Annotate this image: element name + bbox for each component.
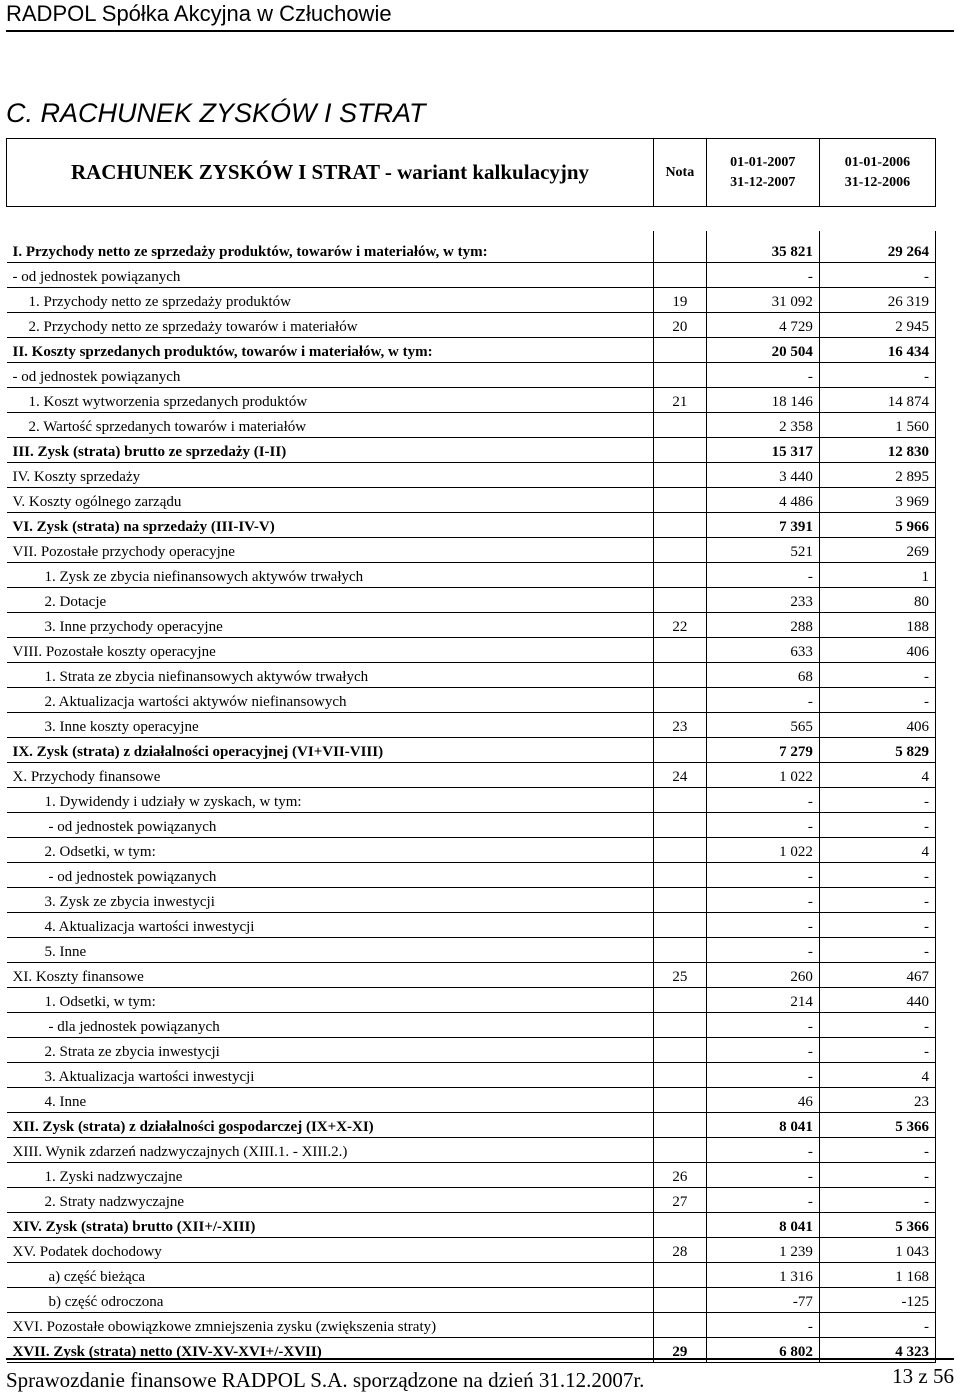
row-value-2007: 288 bbox=[706, 613, 819, 638]
table-row bbox=[7, 363, 936, 388]
row-value-2006: 29 264 bbox=[819, 231, 935, 263]
row-value-2007: 1 022 bbox=[706, 763, 819, 788]
row-value-2006: - bbox=[819, 363, 935, 388]
row-label: VIII. Pozostałe koszty operacyjne bbox=[7, 638, 654, 663]
row-label: - od jednostek powiązanych bbox=[7, 813, 654, 838]
row-value-2007: 521 bbox=[706, 538, 819, 563]
row-label: XVII. Zysk (strata) netto (XIV-XV-XVI+/-XVII) bbox=[7, 1338, 654, 1363]
row-label: 3. Zysk ze zbycia inwestycji bbox=[7, 888, 654, 913]
row-value-2007: - bbox=[706, 263, 819, 288]
row-nota bbox=[654, 588, 707, 613]
row-value-2007: 233 bbox=[706, 588, 819, 613]
row-value-2007: 565 bbox=[706, 713, 819, 738]
row-nota bbox=[654, 1288, 707, 1313]
row-label: 5. Inne bbox=[7, 938, 654, 963]
row-value-2006: - bbox=[819, 1038, 935, 1063]
row-label: 1. Zyski nadzwyczajne bbox=[7, 1163, 654, 1188]
row-label: XI. Koszty finansowe bbox=[7, 963, 654, 988]
row-label: 2. Odsetki, w tym: bbox=[7, 838, 654, 863]
row-nota: 28 bbox=[654, 1238, 707, 1263]
table-row bbox=[7, 438, 936, 463]
row-nota: 27 bbox=[654, 1188, 707, 1213]
table-row bbox=[7, 263, 936, 288]
table-row bbox=[7, 913, 936, 938]
row-label: 1. Dywidendy i udziały w zyskach, w tym: bbox=[7, 788, 654, 813]
row-label: XII. Zysk (strata) z działalności gospodarczej (IX+X-XI) bbox=[7, 1113, 654, 1138]
row-value-2007: 35 821 bbox=[706, 231, 819, 263]
spacer-row bbox=[7, 207, 936, 232]
table-row bbox=[7, 638, 936, 663]
row-nota bbox=[654, 913, 707, 938]
row-value-2006: - bbox=[819, 663, 935, 688]
row-nota bbox=[654, 1263, 707, 1288]
row-label: XIII. Wynik zdarzeń nadzwyczajnych (XIII.1. - XIII.2.) bbox=[7, 1138, 654, 1163]
table-row bbox=[7, 231, 936, 263]
row-nota bbox=[654, 363, 707, 388]
row-nota bbox=[654, 888, 707, 913]
row-nota bbox=[654, 1088, 707, 1113]
table-row bbox=[7, 688, 936, 713]
row-value-2007: 214 bbox=[706, 988, 819, 1013]
row-nota: 22 bbox=[654, 613, 707, 638]
row-value-2007: 1 022 bbox=[706, 838, 819, 863]
row-label: 2. Straty nadzwyczajne bbox=[7, 1188, 654, 1213]
row-nota bbox=[654, 838, 707, 863]
row-value-2007: 7 279 bbox=[706, 738, 819, 763]
row-nota bbox=[654, 1313, 707, 1338]
row-label: 1. Odsetki, w tym: bbox=[7, 988, 654, 1013]
row-nota bbox=[654, 988, 707, 1013]
row-nota bbox=[654, 488, 707, 513]
row-value-2006: - bbox=[819, 1163, 935, 1188]
table-row bbox=[7, 788, 936, 813]
table-row bbox=[7, 1113, 936, 1138]
row-value-2006: 4 323 bbox=[819, 1338, 935, 1363]
row-value-2007: - bbox=[706, 1063, 819, 1088]
row-value-2006: - bbox=[819, 1138, 935, 1163]
row-value-2006: 406 bbox=[819, 638, 935, 663]
row-value-2006: 2 895 bbox=[819, 463, 935, 488]
table-row bbox=[7, 563, 936, 588]
table-row bbox=[7, 1063, 936, 1088]
table-row bbox=[7, 1013, 936, 1038]
row-nota bbox=[654, 688, 707, 713]
row-value-2006: 1 168 bbox=[819, 1263, 935, 1288]
document-footer bbox=[6, 1358, 954, 1392]
table-row bbox=[7, 1188, 936, 1213]
period-2006-text: 01-01-2006 31-12-2006 bbox=[844, 154, 911, 190]
row-label: 1. Przychody netto ze sprzedaży produktów bbox=[7, 288, 654, 313]
row-value-2006: 26 319 bbox=[819, 288, 935, 313]
table-row bbox=[7, 1238, 936, 1263]
table-row bbox=[7, 713, 936, 738]
row-nota: 19 bbox=[654, 288, 707, 313]
row-value-2006: 1 560 bbox=[819, 413, 935, 438]
row-nota bbox=[654, 1063, 707, 1088]
table-row bbox=[7, 338, 936, 363]
row-value-2007: - bbox=[706, 788, 819, 813]
row-value-2006: 3 969 bbox=[819, 488, 935, 513]
table-row bbox=[7, 613, 936, 638]
table-row bbox=[7, 1213, 936, 1238]
row-value-2007: 15 317 bbox=[706, 438, 819, 463]
row-nota bbox=[654, 638, 707, 663]
table-row bbox=[7, 938, 936, 963]
row-label: IV. Koszty sprzedaży bbox=[7, 463, 654, 488]
row-nota bbox=[654, 1038, 707, 1063]
table-row bbox=[7, 463, 936, 488]
row-label: 1. Zysk ze zbycia niefinansowych aktywów trwałych bbox=[7, 563, 654, 588]
row-value-2007: 633 bbox=[706, 638, 819, 663]
table-row bbox=[7, 963, 936, 988]
row-label: XVI. Pozostałe obowiązkowe zmniejszenia zysku (zwiększenia straty) bbox=[7, 1313, 654, 1338]
row-value-2007: - bbox=[706, 1163, 819, 1188]
table-row bbox=[7, 1163, 936, 1188]
row-value-2007: 8 041 bbox=[706, 1113, 819, 1138]
table-row bbox=[7, 1088, 936, 1113]
row-value-2007: - bbox=[706, 938, 819, 963]
row-nota: 24 bbox=[654, 763, 707, 788]
table-row bbox=[7, 413, 936, 438]
row-label: I. Przychody netto ze sprzedaży produktów, towarów i materiałów, w tym: bbox=[7, 231, 654, 263]
row-nota: 25 bbox=[654, 963, 707, 988]
section-title: C. RACHUNEK ZYSKÓW I STRAT bbox=[6, 98, 426, 128]
row-value-2007: - bbox=[706, 1188, 819, 1213]
row-nota bbox=[654, 1113, 707, 1138]
row-nota bbox=[654, 263, 707, 288]
period-2007-text: 01-01-2007 31-12-2007 bbox=[730, 154, 796, 190]
row-label: 3. Aktualizacja wartości inwestycji bbox=[7, 1063, 654, 1088]
row-value-2006: - bbox=[819, 688, 935, 713]
row-label: XV. Podatek dochodowy bbox=[7, 1238, 654, 1263]
table-row bbox=[7, 863, 936, 888]
row-value-2006: 188 bbox=[819, 613, 935, 638]
row-value-2006: 14 874 bbox=[819, 388, 935, 413]
row-label: - dla jednostek powiązanych bbox=[7, 1013, 654, 1038]
row-nota bbox=[654, 513, 707, 538]
row-label: II. Koszty sprzedanych produktów, towarów i materiałów, w tym: bbox=[7, 338, 654, 363]
table-row bbox=[7, 538, 936, 563]
table-row bbox=[7, 763, 936, 788]
row-label: V. Koszty ogólnego zarządu bbox=[7, 488, 654, 513]
row-value-2007: 68 bbox=[706, 663, 819, 688]
row-value-2007: 8 041 bbox=[706, 1213, 819, 1238]
row-value-2006: 1 043 bbox=[819, 1238, 935, 1263]
row-value-2006: 23 bbox=[819, 1088, 935, 1113]
row-nota bbox=[654, 788, 707, 813]
row-nota bbox=[654, 563, 707, 588]
table-row bbox=[7, 588, 936, 613]
row-value-2006: 467 bbox=[819, 963, 935, 988]
row-label: 3. Inne koszty operacyjne bbox=[7, 713, 654, 738]
row-label: - od jednostek powiązanych bbox=[7, 363, 654, 388]
row-value-2007: 2 358 bbox=[706, 413, 819, 438]
row-label: XIV. Zysk (strata) brutto (XII+/-XIII) bbox=[7, 1213, 654, 1238]
row-value-2007: -77 bbox=[706, 1288, 819, 1313]
row-value-2007: 4 729 bbox=[706, 313, 819, 338]
company-name: RADPOL Spółka Akcyjna w Człuchowie bbox=[6, 1, 392, 26]
row-nota bbox=[654, 463, 707, 488]
row-value-2006: - bbox=[819, 888, 935, 913]
row-value-2007: - bbox=[706, 1013, 819, 1038]
table-row bbox=[7, 288, 936, 313]
table-row bbox=[7, 1263, 936, 1288]
row-value-2007: - bbox=[706, 1313, 819, 1338]
table-row bbox=[7, 738, 936, 763]
row-label: 2. Dotacje bbox=[7, 588, 654, 613]
row-value-2006: 2 945 bbox=[819, 313, 935, 338]
row-nota bbox=[654, 1013, 707, 1038]
row-value-2006: 5 366 bbox=[819, 1113, 935, 1138]
row-nota bbox=[654, 1213, 707, 1238]
row-value-2007: 4 486 bbox=[706, 488, 819, 513]
row-value-2007: 6 802 bbox=[706, 1338, 819, 1363]
table-row bbox=[7, 838, 936, 863]
row-value-2007: - bbox=[706, 888, 819, 913]
table-row bbox=[7, 988, 936, 1013]
table-row bbox=[7, 513, 936, 538]
row-label: X. Przychody finansowe bbox=[7, 763, 654, 788]
row-nota bbox=[654, 231, 707, 263]
row-nota: 26 bbox=[654, 1163, 707, 1188]
row-nota bbox=[654, 938, 707, 963]
period-2007-header bbox=[706, 139, 819, 207]
row-value-2006: 440 bbox=[819, 988, 935, 1013]
table-row bbox=[7, 313, 936, 338]
table-row bbox=[7, 488, 936, 513]
row-value-2007: - bbox=[706, 363, 819, 388]
row-label: - od jednostek powiązanych bbox=[7, 263, 654, 288]
row-nota bbox=[654, 1138, 707, 1163]
row-label: IX. Zysk (strata) z działalności operacyjnej (VI+VII-VIII) bbox=[7, 738, 654, 763]
row-label: 2. Wartość sprzedanych towarów i materiałów bbox=[7, 413, 654, 438]
row-nota: 29 bbox=[654, 1338, 707, 1363]
row-value-2007: 31 092 bbox=[706, 288, 819, 313]
period-2006-header bbox=[819, 139, 935, 207]
row-value-2007: - bbox=[706, 863, 819, 888]
table-row bbox=[7, 388, 936, 413]
table-title: RACHUNEK ZYSKÓW I STRAT - wariant kalkulacyjny bbox=[7, 139, 654, 207]
row-label: 2. Strata ze zbycia inwestycji bbox=[7, 1038, 654, 1063]
row-value-2006: - bbox=[819, 938, 935, 963]
row-value-2006: 4 bbox=[819, 1063, 935, 1088]
row-value-2006: -125 bbox=[819, 1288, 935, 1313]
row-value-2007: 20 504 bbox=[706, 338, 819, 363]
row-value-2007: 7 391 bbox=[706, 513, 819, 538]
row-label: 1. Koszt wytworzenia sprzedanych produktów bbox=[7, 388, 654, 413]
document-header bbox=[6, 0, 954, 32]
row-value-2007: - bbox=[706, 563, 819, 588]
row-value-2007: 46 bbox=[706, 1088, 819, 1113]
row-value-2007: 18 146 bbox=[706, 388, 819, 413]
row-value-2006: - bbox=[819, 1188, 935, 1213]
page-number: 13 z 56 bbox=[892, 1364, 954, 1388]
row-nota bbox=[654, 813, 707, 838]
row-label: b) część odroczona bbox=[7, 1288, 654, 1313]
row-value-2007: - bbox=[706, 813, 819, 838]
row-label: a) część bieżąca bbox=[7, 1263, 654, 1288]
table-row bbox=[7, 1038, 936, 1063]
row-nota: 23 bbox=[654, 713, 707, 738]
row-value-2006: - bbox=[819, 813, 935, 838]
row-nota bbox=[654, 538, 707, 563]
row-value-2006: 406 bbox=[819, 713, 935, 738]
row-nota bbox=[654, 863, 707, 888]
row-value-2007: 260 bbox=[706, 963, 819, 988]
row-value-2006: - bbox=[819, 863, 935, 888]
row-nota bbox=[654, 663, 707, 688]
row-label: VI. Zysk (strata) na sprzedaży (III-IV-V) bbox=[7, 513, 654, 538]
row-value-2007: - bbox=[706, 913, 819, 938]
row-value-2006: 5 829 bbox=[819, 738, 935, 763]
row-nota: 20 bbox=[654, 313, 707, 338]
table-row bbox=[7, 888, 936, 913]
row-label: VII. Pozostałe przychody operacyjne bbox=[7, 538, 654, 563]
table-row bbox=[7, 1313, 936, 1338]
footer-text: Sprawozdanie finansowe RADPOL S.A. sporządzone na dzień 31.12.2007r. bbox=[6, 1368, 645, 1392]
row-label: 2. Przychody netto ze sprzedaży towarów i materiałów bbox=[7, 313, 654, 338]
row-value-2006: 16 434 bbox=[819, 338, 935, 363]
row-value-2007: 3 440 bbox=[706, 463, 819, 488]
row-value-2006: - bbox=[819, 1013, 935, 1038]
row-label: 4. Inne bbox=[7, 1088, 654, 1113]
row-nota bbox=[654, 413, 707, 438]
table-header-row bbox=[7, 139, 936, 207]
row-label: 1. Strata ze zbycia niefinansowych aktywów trwałych bbox=[7, 663, 654, 688]
row-value-2006: - bbox=[819, 913, 935, 938]
row-value-2006: 1 bbox=[819, 563, 935, 588]
row-value-2006: 12 830 bbox=[819, 438, 935, 463]
row-value-2006: 80 bbox=[819, 588, 935, 613]
row-nota: 21 bbox=[654, 388, 707, 413]
income-statement-table bbox=[6, 138, 936, 1363]
row-value-2007: 1 239 bbox=[706, 1238, 819, 1263]
row-label: III. Zysk (strata) brutto ze sprzedaży (I-II) bbox=[7, 438, 654, 463]
row-value-2006: 269 bbox=[819, 538, 935, 563]
row-value-2006: 5 366 bbox=[819, 1213, 935, 1238]
row-label: 3. Inne przychody operacyjne bbox=[7, 613, 654, 638]
row-value-2006: 4 bbox=[819, 763, 935, 788]
row-nota bbox=[654, 438, 707, 463]
row-value-2007: - bbox=[706, 1138, 819, 1163]
table-row bbox=[7, 663, 936, 688]
row-value-2006: - bbox=[819, 788, 935, 813]
row-value-2007: - bbox=[706, 688, 819, 713]
table-row bbox=[7, 1288, 936, 1313]
row-value-2006: - bbox=[819, 263, 935, 288]
row-value-2006: 5 966 bbox=[819, 513, 935, 538]
row-label: 2. Aktualizacja wartości aktywów niefinansowych bbox=[7, 688, 654, 713]
row-value-2006: 4 bbox=[819, 838, 935, 863]
row-value-2006: - bbox=[819, 1313, 935, 1338]
row-value-2007: - bbox=[706, 1038, 819, 1063]
row-nota bbox=[654, 338, 707, 363]
table-row bbox=[7, 1138, 936, 1163]
table-row bbox=[7, 813, 936, 838]
row-nota bbox=[654, 738, 707, 763]
row-value-2007: 1 316 bbox=[706, 1263, 819, 1288]
row-label: - od jednostek powiązanych bbox=[7, 863, 654, 888]
row-label: 4. Aktualizacja wartości inwestycji bbox=[7, 913, 654, 938]
nota-header: Nota bbox=[654, 139, 707, 207]
